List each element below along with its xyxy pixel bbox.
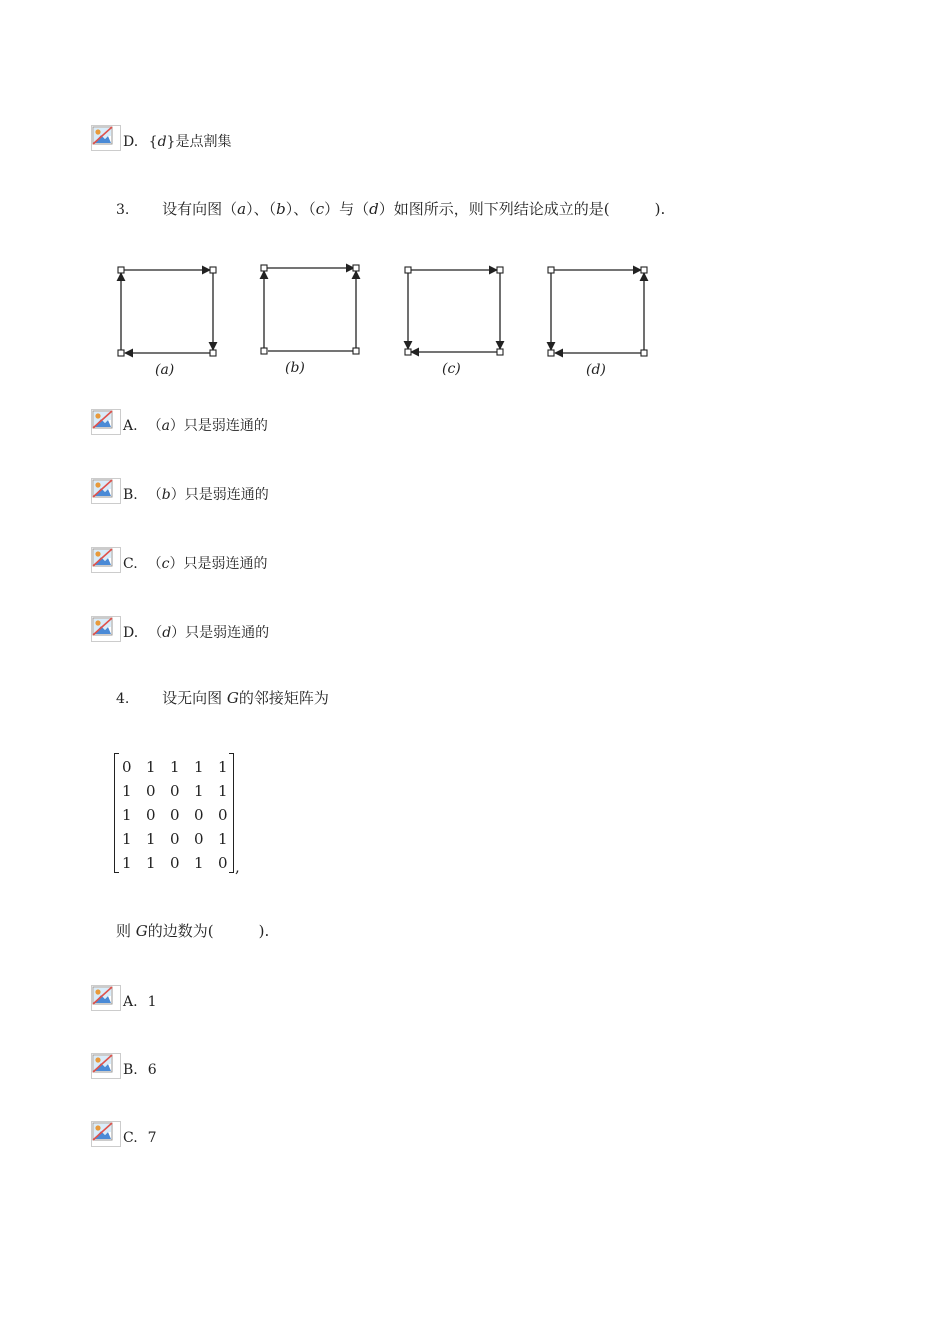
matrix-cell: 1 <box>194 782 204 800</box>
vertex <box>497 267 503 273</box>
matrix-cell: 0 <box>170 806 180 824</box>
matrix-cell: 0 <box>170 782 180 800</box>
matrix-cell: 0 <box>170 854 180 872</box>
option-label: C. （c）只是弱连通的 <box>123 556 268 572</box>
option-label: D. （d）只是弱连通的 <box>123 625 270 641</box>
graph-label-a: (a) <box>155 362 175 378</box>
vertex <box>210 267 216 273</box>
matrix-cell: 1 <box>122 806 132 824</box>
option-label: C. 7 <box>123 1130 157 1146</box>
broken-image-icon <box>91 409 121 435</box>
adjacency-matrix <box>114 753 234 873</box>
option-label: A. 1 <box>123 994 157 1010</box>
broken-image-icon <box>91 478 121 504</box>
matrix-left-bracket <box>114 753 119 873</box>
option-a-q4[interactable] <box>91 985 156 1011</box>
matrix-cell: 1 <box>218 758 228 776</box>
broken-image-icon <box>91 547 121 573</box>
vertex <box>353 265 359 271</box>
matrix-cell: 1 <box>146 854 156 872</box>
vertex <box>261 348 267 354</box>
matrix-cell: 1 <box>194 854 204 872</box>
option-label: B. 6 <box>123 1062 157 1078</box>
vertex <box>641 267 647 273</box>
broken-image-icon <box>91 616 121 642</box>
matrix-cell: 1 <box>170 758 180 776</box>
matrix-grid <box>122 755 242 875</box>
vertex <box>641 350 647 356</box>
vertex <box>548 350 554 356</box>
broken-image-icon <box>91 1121 121 1147</box>
matrix-cell: 0 <box>194 830 204 848</box>
vertex <box>210 350 216 356</box>
vertex <box>118 350 124 356</box>
graph-label-c: (c) <box>442 361 461 377</box>
broken-image-icon <box>91 125 121 151</box>
matrix-cell: 0 <box>218 806 228 824</box>
matrix-cell: 1 <box>194 758 204 776</box>
matrix-cell: 0 <box>170 830 180 848</box>
vertex <box>353 348 359 354</box>
vertex <box>548 267 554 273</box>
digraph-figure <box>100 255 670 385</box>
matrix-cell: 1 <box>122 830 132 848</box>
matrix-cell: 1 <box>122 854 132 872</box>
matrix-right-bracket <box>229 753 234 873</box>
graph-label-b: (b) <box>285 360 305 376</box>
vertex <box>261 265 267 271</box>
option-b-q3[interactable] <box>91 478 269 504</box>
option-d-q3[interactable] <box>91 616 269 642</box>
matrix-cell: 1 <box>146 830 156 848</box>
question-3-stem: 3. 设有向图（a）、（b）、（c）与（d）如图所示，则下列结论成立的是( ). <box>116 200 666 218</box>
broken-image-icon <box>91 985 121 1011</box>
option-label: A. （a）只是弱连通的 <box>123 418 268 434</box>
option-c-q4[interactable] <box>91 1121 157 1147</box>
matrix-cell: 1 <box>218 782 228 800</box>
vertex <box>405 349 411 355</box>
graph-label-d: (d) <box>586 362 606 378</box>
matrix-comma: , <box>235 858 240 876</box>
matrix-cell: 0 <box>122 758 132 776</box>
matrix-cell: 0 <box>146 806 156 824</box>
matrix-cell: 1 <box>146 758 156 776</box>
option-label: B. （b）只是弱连通的 <box>123 487 269 503</box>
option-a-q3[interactable] <box>91 409 268 435</box>
matrix-cell: 1 <box>122 782 132 800</box>
option-d-q2[interactable] <box>91 125 231 151</box>
question-4-stem: 4. 设无向图 G的邻接矩阵为 <box>116 689 329 707</box>
broken-image-icon <box>91 1053 121 1079</box>
vertex <box>118 267 124 273</box>
matrix-cell: 0 <box>146 782 156 800</box>
matrix-cell: 0 <box>194 806 204 824</box>
matrix-cell: 0 <box>218 854 228 872</box>
matrix-cell: 1 <box>218 830 228 848</box>
vertex <box>497 349 503 355</box>
question-4-followup: 则 G的边数为( ). <box>116 922 270 940</box>
option-label: D. {d}是点割集 <box>123 134 232 150</box>
vertex <box>405 267 411 273</box>
option-b-q4[interactable] <box>91 1053 157 1079</box>
option-c-q3[interactable] <box>91 547 268 573</box>
